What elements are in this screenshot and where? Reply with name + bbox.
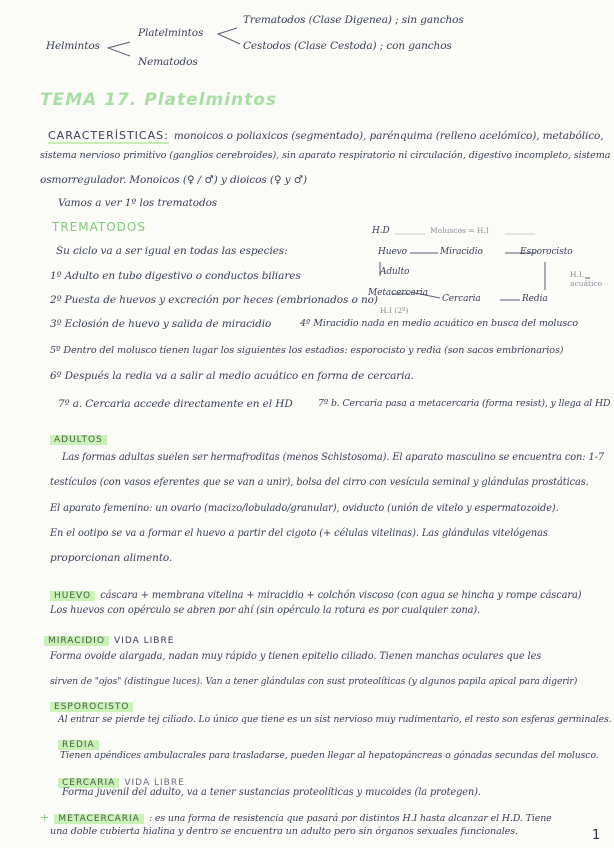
trematodos-heading: TREMATODOS: [52, 220, 146, 234]
diagram-hi2: H.I (2º): [380, 306, 409, 315]
miracidio-heading-line: [44, 628, 174, 647]
diagram-miracidio: Miracidio: [440, 247, 483, 257]
diagram-esporocisto: Esporocisto: [520, 247, 573, 257]
metacercaria-p1: : es una forma de resistencia que pasará por distintos H.I hasta alcanzar el H.D. Tiene: [148, 813, 552, 824]
tree-branch-nematodos: Nematodos: [138, 56, 198, 68]
miracidio-p1: Forma ovoide alargada, nadan muy rápido y tienen epitelio ciliado. Tienen manchas oculares que les: [50, 651, 542, 662]
huevo-heading: HUEVO: [50, 591, 95, 601]
trematodos-step-6: 6º Después la redia va a salir al medio acuático en forma de cercaria.: [50, 370, 414, 382]
adultos-p2: testículos (con vasos eferentes que se van a unir), bolsa del cirro con vesícula seminal y glándulas prostáticas.: [50, 477, 589, 488]
tree-sub-trematodos: Trematodos (Clase Digenea) ; sin ganchos: [243, 14, 464, 26]
huevo-p1: cáscara + membrana vitelina + miracidio + colchón viscoso (con agua se hincha y rompe cáscara): [100, 590, 582, 601]
tree-branch-platelmintos: Platelmintos: [138, 27, 204, 39]
diagram-redia: Redia: [522, 294, 548, 304]
caracteristicas-label: CARACTERÍSTICAS:: [48, 129, 169, 142]
esporocisto-p1: Al entrar se pierde tej ciliado. Lo único que tiene es un sist nervioso muy rudimentario, el resto son esferas germinales.: [58, 714, 612, 725]
diagram-metacercaria: Metacercaria: [368, 288, 428, 298]
metacercaria-p2: una doble cubierta hialina y dentro se encuentra un adulto pero sin órganos sexuales funcionales.: [50, 826, 519, 837]
topic-title: TEMA 17. Platelmintos: [40, 90, 278, 110]
adultos-p1: Las formas adultas suelen ser hermafroditas (menos Schistosoma). El aparato masculino se encuentra con: 1-7: [62, 452, 604, 463]
adultos-p5: proporcionan alimento.: [50, 552, 173, 564]
esporocisto-heading-wrap: [50, 694, 133, 713]
metacercaria-line1: [40, 806, 552, 825]
adultos-p4: En el ootipo se va a formar el huevo a partir del cigoto (+ células vitelinas). Las glándulas vitelógenas: [50, 528, 548, 539]
redia-p1: Tienen apéndices ambulacrales para trasladarse, pueden llegar al hepatopáncreas o gónadas secundas del molusco.: [60, 750, 599, 761]
trematodos-step-7a: 7º a. Cercaria accede directamente en el HD: [58, 398, 293, 410]
adultos-p3: El aparato femenino: un ovario (macizo/lobulado/granular), oviducto (unión de vitelo y espermatozoide).: [50, 503, 559, 514]
diagram-hi-right: H.I. acuático: [570, 270, 603, 288]
esporocisto-heading: ESPOROCISTO: [50, 702, 133, 712]
trematodos-intro: Su ciclo va a ser igual en todas las especies:: [56, 245, 288, 257]
trematodos-step-4: 4º Miracidio nada en medio acuático en busca del molusco: [300, 318, 578, 329]
trematodos-step-7b: 7º b. Cercaria pasa a metacercaria (forma resist), y llega al HD: [318, 398, 611, 409]
diagram-adulto: Adulto: [380, 267, 410, 277]
metacercaria-heading: METACERCARIA: [54, 814, 144, 824]
caracteristicas-text1: monoicos o poliaxicos (segmentado), parénquima (relleno acelómico), metabólico,: [173, 130, 604, 142]
tree-root: Helmintos: [46, 40, 100, 52]
diagram-huevo: Huevo: [378, 247, 407, 257]
cercaria-heading: CERCARIA: [58, 778, 119, 788]
cercaria-p1: Forma juvenil del adulto, va a tener sustancias proteolíticas y mucoides (la protegen).: [62, 787, 481, 798]
trematodos-step-5: 5º Dentro del molusco tienen lugar los siguientes los estadios: esporocisto y redia (son sacos embrionarios): [50, 345, 564, 356]
miracidio-p2: sirven de "ojos" (distingue luces). Van a tener glándulas con sust proteolíticas (y algunos papila apical para digerir): [50, 676, 578, 687]
trematodos-step-2: 2º Puesta de huevos y excreción por heces (embrionados o no): [50, 294, 378, 306]
caracteristicas-line3: osmorregulador. Monoicos (♀ / ♂) y dioicos (♀ y ♂): [40, 174, 308, 186]
tree-sub-cestodos: Cestodos (Clase Cestoda) ; con ganchos: [243, 40, 452, 52]
cercaria-tag: VIDA LIBRE: [124, 778, 185, 788]
huevo-p2: Los huevos con opérculo se abren por ahí (sin opérculo la rotura es por cualquier zona).: [50, 605, 481, 616]
miracidio-heading: MIRACIDIO: [44, 636, 109, 646]
huevo-line1: [50, 583, 581, 602]
diagram-hd: H.D: [372, 226, 390, 236]
redia-heading-wrap: [58, 732, 99, 751]
diagram-cercaria: Cercaria: [442, 294, 481, 304]
caracteristicas-line2: sistema nervioso primitivo (ganglios cerebroides), sin aparato respiratorio ni circulación, digestivo incompleto, sistema: [40, 150, 611, 161]
adultos-heading: ADULTOS: [50, 435, 107, 445]
adultos-heading-wrap: [50, 427, 107, 446]
trematodos-step-3: 3º Eclosión de huevo y salida de miracidio: [50, 318, 272, 330]
plus-icon: +: [40, 811, 50, 824]
trematodos-step-1: 1º Adulto en tubo digestivo o conductos biliares: [50, 270, 301, 282]
caracteristicas-line1: [48, 124, 604, 143]
miracidio-tag: VIDA LIBRE: [114, 636, 175, 646]
diagram-moluscos: Moluscos = H.I: [430, 226, 489, 235]
redia-heading: REDIA: [58, 740, 99, 750]
caracteristicas-line4: Vamos a ver 1º los trematodos: [58, 197, 218, 209]
page-number: 1: [592, 828, 601, 843]
